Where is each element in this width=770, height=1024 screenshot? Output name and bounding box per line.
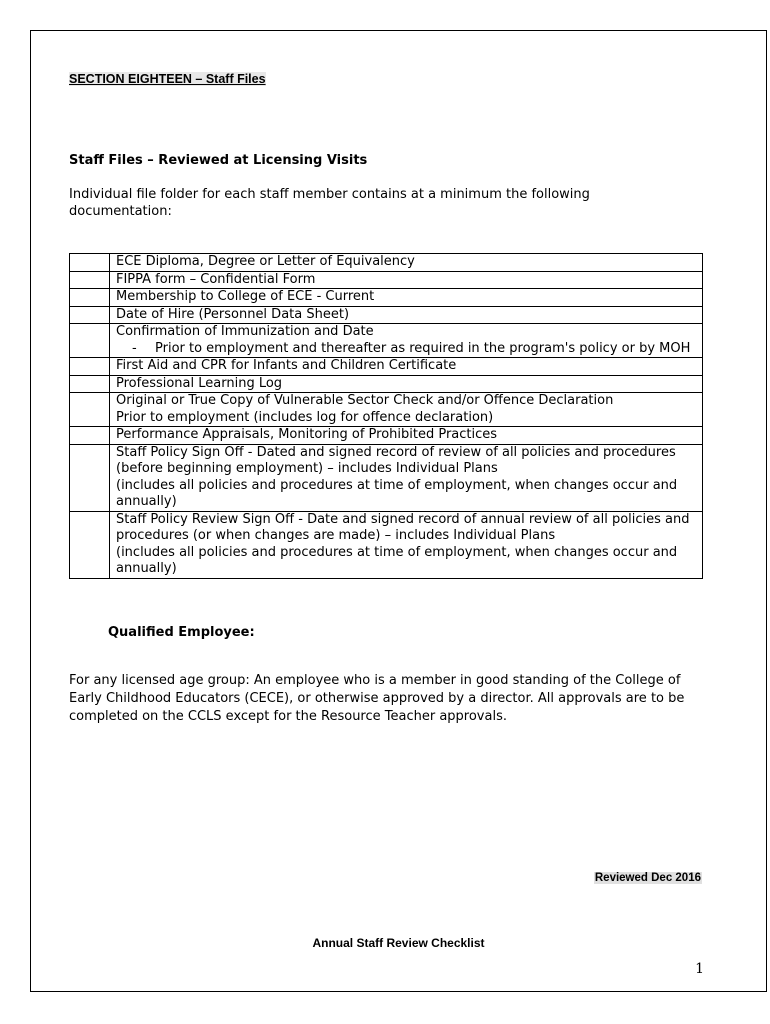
check-box-cell[interactable] [70, 306, 110, 324]
checklist-row [70, 393, 703, 427]
check-box-cell[interactable] [70, 289, 110, 307]
checklist-item-text: ECE Diploma, Degree or Letter of Equivalency [116, 254, 415, 269]
qualified-employee-heading: Qualified Employee: [108, 625, 255, 640]
check-box-cell[interactable] [70, 375, 110, 393]
checklist-item-text: FIPPA form – Confidential Form [116, 271, 316, 287]
check-box-cell[interactable] [70, 393, 110, 427]
checklist-item-text: (includes all policies and procedures at time of employment, when changes occur and annually) [116, 544, 678, 576]
checklist-item-text: Confirmation of Immunization and Date [116, 324, 374, 339]
checklist-item [110, 254, 703, 272]
check-box-cell[interactable] [70, 427, 110, 445]
checklist-row [70, 358, 703, 376]
reviewed-date: Reviewed Dec 2016 [594, 872, 701, 884]
checklist-item [110, 444, 703, 511]
checklist-item-text: Membership to College of ECE - Current [116, 289, 375, 304]
checklist-row [70, 375, 703, 393]
section-title: SECTION EIGHTEEN – Staff Files [69, 72, 266, 86]
footer-title: Annual Staff Review Checklist [312, 936, 485, 950]
checklist-row [70, 444, 703, 511]
document-page [30, 30, 767, 992]
checklist-table [69, 253, 703, 579]
checklist-row [70, 511, 703, 578]
checklist-item [110, 511, 703, 578]
check-box-cell[interactable] [70, 358, 110, 376]
checklist-item-text: Date of Hire (Personnel Data Sheet) [116, 306, 350, 322]
check-box-cell[interactable] [70, 324, 110, 358]
checklist-row [70, 306, 703, 324]
checklist-item-text: Professional Learning Log [116, 375, 283, 391]
intro-paragraph: Individual file folder for each staff member contains at a minimum the following documentation: [69, 187, 590, 219]
checklist-subitem [116, 341, 702, 358]
staff-files-heading: Staff Files – Reviewed at Licensing Visits [69, 153, 368, 168]
checklist-item-text: Original or True Copy of Vulnerable Sector Check and/or Offence Declaration [116, 393, 614, 408]
checklist-item [110, 375, 703, 393]
check-box-cell[interactable] [70, 444, 110, 511]
checklist-item-text: First Aid and CPR for Infants and Children Certificate [116, 358, 457, 373]
dash-bullet: - [132, 340, 137, 356]
checklist-row [70, 254, 703, 272]
checklist-row [70, 324, 703, 358]
check-box-cell[interactable] [70, 271, 110, 289]
checklist-item [110, 427, 703, 445]
check-box-cell[interactable] [70, 511, 110, 578]
checklist-row [70, 427, 703, 445]
check-box-cell[interactable] [70, 254, 110, 272]
checklist-row [70, 271, 703, 289]
checklist-row [70, 289, 703, 307]
checklist-subitem-text: Prior to employment and thereafter as required in the program's policy or by MOH [155, 340, 691, 356]
checklist-item-text: Staff Policy Sign Off - Dated and signed record of review of all policies and procedures (before beginning employment) – includes Individual Plans [116, 444, 676, 476]
checklist-item [110, 306, 703, 324]
checklist-item [110, 289, 703, 307]
checklist-item [110, 324, 703, 358]
page-number: 1 [695, 961, 704, 977]
qualified-employee-paragraph: For any licensed age group: An employee who is a member in good standing of the College of Early Childhood Educators (CECE), or otherwise approved by a director. All approvals are to be completed on the CCLS except for the Resource Teacher approvals. [69, 673, 685, 724]
checklist-item-text: (includes all policies and procedures at time of employment, when changes occur and annually) [116, 477, 678, 509]
checklist-item-text: Staff Policy Review Sign Off - Date and signed record of annual review of all policies and procedures (or when changes are made) – includes Individual Plans [116, 511, 690, 543]
checklist-item [110, 393, 703, 427]
checklist-item [110, 271, 703, 289]
checklist-item-text: Prior to employment (includes log for offence declaration) [116, 409, 494, 425]
checklist-item-text: Performance Appraisals, Monitoring of Prohibited Practices [116, 427, 498, 442]
checklist-item [110, 358, 703, 376]
